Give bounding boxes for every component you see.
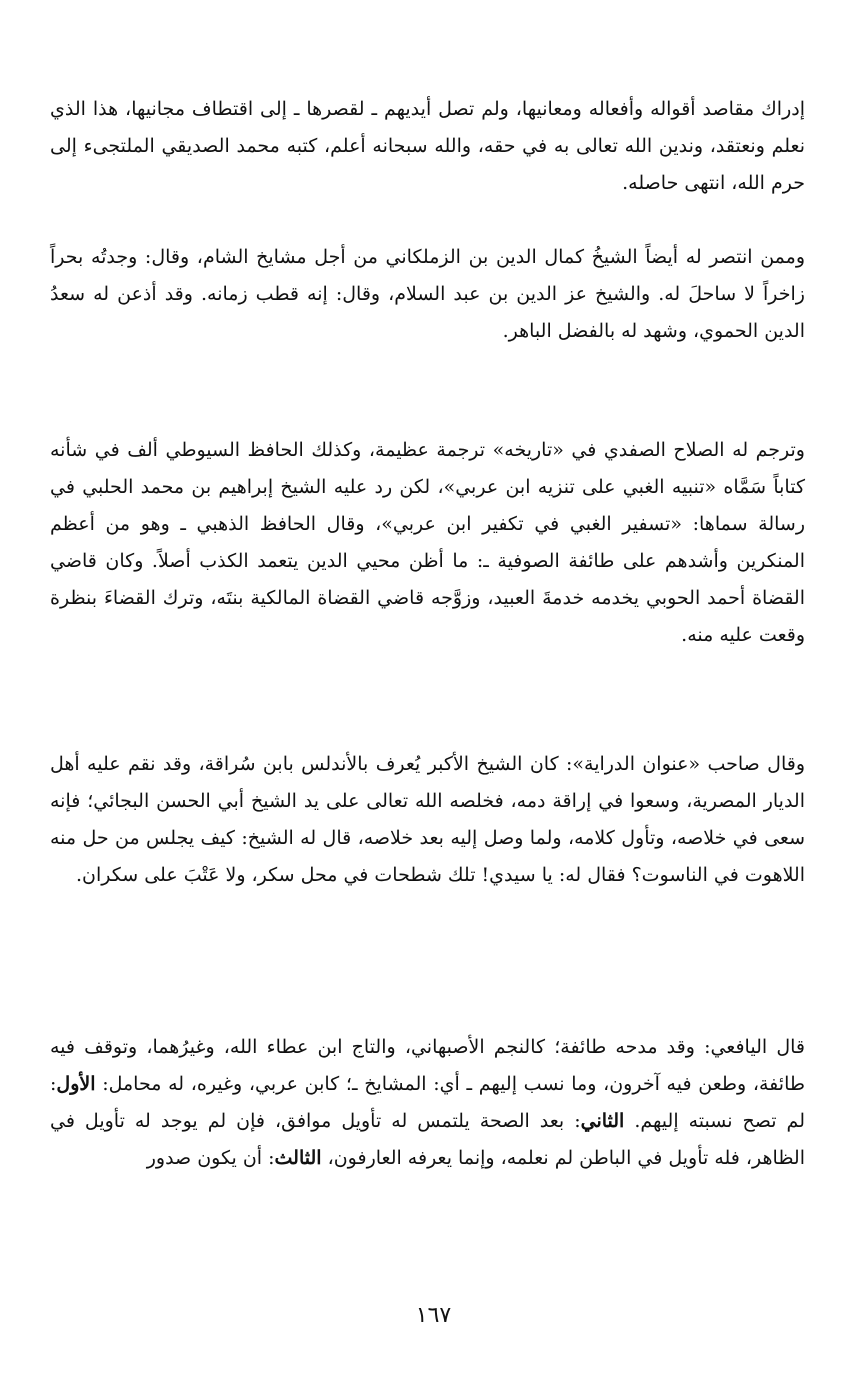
segment-text: قال اليافعي: وقد مدحه طائفة؛ كالنجم الأصبهاني، والتاج ابن عطاء الله، وغيرُهما، وتوقف فيه طائفة، وطعن فيه آخرون، وما نسب إليهم ـ أي: المشايخ ـ؛ كابن عربي، وغيره، له محامل: xyxy=(50,1036,805,1095)
paragraph-2 xyxy=(50,239,805,350)
segment-text: : لم تصح نسبته إليهم. xyxy=(50,1073,805,1132)
point-label-third: الثالث xyxy=(274,1147,322,1169)
paragraph-text xyxy=(50,1029,805,1177)
segment-text: : بعد الصحة يلتمس له تأويل موافق، فإن لم يوجد له تأويل في الظاهر، فله تأويل في الباطن لم نعلمه، وإنما يعرفه العارفون، xyxy=(50,1110,805,1169)
paragraph-1 xyxy=(50,91,805,202)
page-number: ١٦٧ xyxy=(415,1303,452,1328)
point-label-first: الأول xyxy=(56,1073,96,1095)
point-label-second: الثاني xyxy=(580,1110,625,1132)
paragraph-3 xyxy=(50,432,805,654)
paragraph-text: وقال صاحب «عنوان الدراية»: كان الشيخ الأكبر يُعرف بالأندلس بابن سُراقة، وقد نقم عليه أهل الديار المصرية، وسعوا في إراقة دمه، فخلصه الله تعالى على يد الشيخ أبي الحسن البجائي؛ فإنه سعى في خلاصه، وتأول كلامه، ولما وصل إليه بعد خلاصه، قال له الشيخ: كيف يجلس من حل منه اللاهوت في الناسوت؟ فقال له: يا سيدي! تلك شطحات في محل سكر، ولا عَتْبَ على سكران. xyxy=(50,753,805,886)
paragraph-5 xyxy=(50,1029,805,1177)
paragraph-text: وترجم له الصلاح الصفدي في «تاريخه» ترجمة عظيمة، وكذلك الحافظ السيوطي ألف في شأنه كتاباً سَمَّاه «تنبيه الغبي على تنزيه ابن عربي»، لكن رد عليه الشيخ إبراهيم بن محمد الحلبي في رسالة سماها: «تسفير الغبي في تكفير ابن عربي»، وقال الحافظ الذهبي ـ وهو من أعظم المنكرين وأشدهم على طائفة الصوفية ـ: ما أظن محيي الدين يتعمد الكذب أصلاً. وكان قاضي القضاة أحمد الحوبي يخدمه خدمةَ العبيد، وزوَّجه قاضي القضاة المالكية بنتَه، وترك القضاءَ بنظرة وقعت عليه منه. xyxy=(50,439,805,646)
segment-text: : أن يكون صدور xyxy=(146,1147,275,1169)
paragraph-text: وممن انتصر له أيضاً الشيخُ كمال الدين بن الزملكاني من أجل مشايخ الشام، وقال: وجدتُه بحراً زاخراً لا ساحلَ له. والشيخ عز الدين بن عبد السلام، وقال: إنه قطب زمانه. وقد أذعن له سعدُ الدين الحموي، وشهد له بالفضل الباهر. xyxy=(50,246,805,342)
paragraph-4 xyxy=(50,746,805,894)
paragraph-text: إدراك مقاصد أقواله وأفعاله ومعانيها، ولم تصل أيديهم ـ لقصرها ـ إلى اقتطاف مجانيها، هذا الذي نعلم ونعتقد، وندين الله تعالى به في حقه، والله سبحانه أعلم، كتبه محمد الصديقي الملتجىء إلى حرم الله، انتهى حاصله. xyxy=(50,98,805,194)
